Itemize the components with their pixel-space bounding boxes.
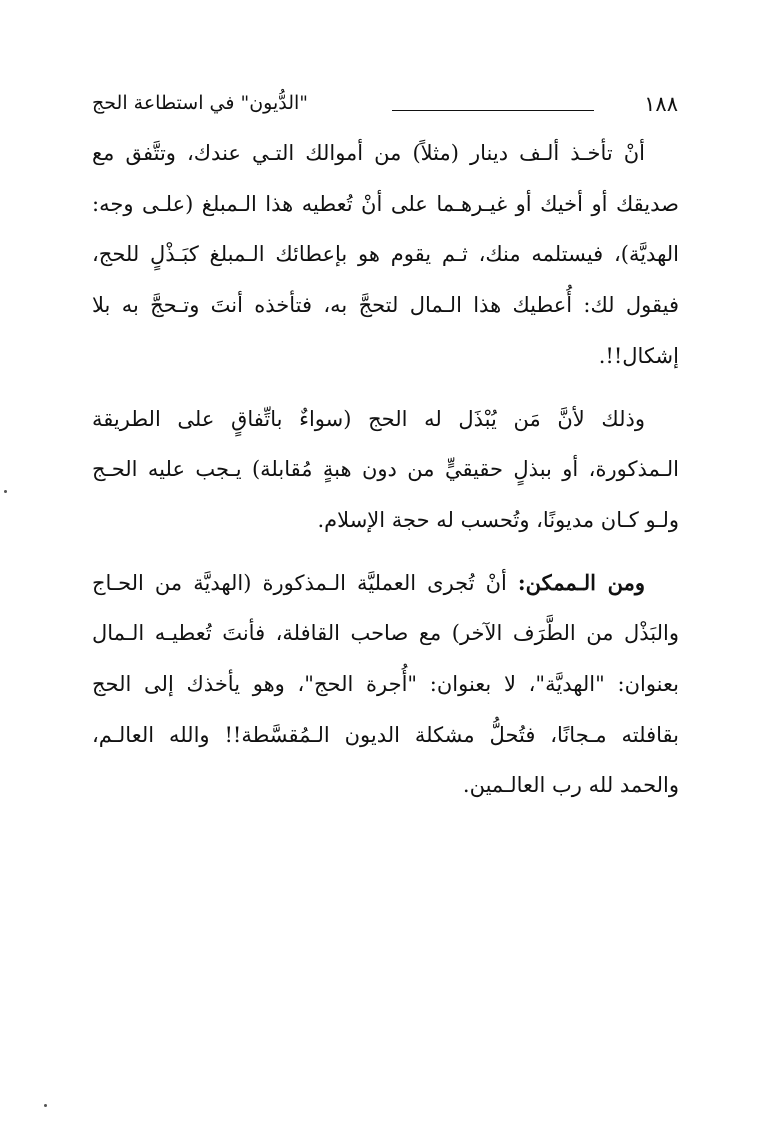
paragraph-3	[92, 558, 679, 812]
running-head-title: "الدُّيون" في استطاعة الحج	[92, 92, 309, 114]
body-text	[92, 128, 679, 811]
paragraph-2	[92, 394, 679, 546]
paragraph-1-text: أنْ تأخـذ ألـف دينار (مثلاً) من أموالك التـي عندك، وتتَّفق مع صديقك أو أخيك أو غيـرهـما على أنْ تُعطيه هذا الـمبلغ (علـى وجه: الهديَّة)، فيستلمه منك، ثـم يقوم هو بإعطائك الـمبلغ كبَـذْلٍ للحج، فيقول لك: أُعطيك هذا الـمال لتحجَّ به، فتأخذه أنتَ وتـحجَّ به بلا إشكال!!.	[92, 141, 679, 368]
header-rule	[392, 110, 594, 111]
paragraph-3-text: أنْ تُجرى العمليَّة الـمذكورة (الهديَّة من الحـاج والبَذْل من الطَّرَف الآخر) مع صاحب القافلة، فأنتَ تُعطيـه الـمال بعنوان: "الهديَّة"، لا بعنوان: "أُجرة الحج"، وهو يأخذك إلى الحج بقافلته مـجانًا، فتُحلُّ مشكلة الديون الـمُقسَّطة!! والله العالـم، والحمد لله رب العالـمين.	[92, 570, 679, 798]
paragraph-1	[92, 128, 679, 382]
scan-speck	[4, 490, 7, 493]
paragraph-3-lead-term: ومن الـممكن:	[517, 569, 645, 595]
paragraph-2-text: وذلك لأنَّ مَن يُبْذَل له الحج (سواءٌ باتِّفاقٍ على الطريقة الـمذكورة، أو ببذلٍ حقيقيٍّ من دون هبةٍ مُقابلة) يـجب عليه الحـج ولـو كـان مديونًا، وتُحسب له حجة الإسلام.	[92, 406, 679, 532]
running-head	[92, 86, 678, 126]
page-number: ١٨٨	[644, 92, 678, 116]
scan-speck	[44, 1104, 47, 1107]
